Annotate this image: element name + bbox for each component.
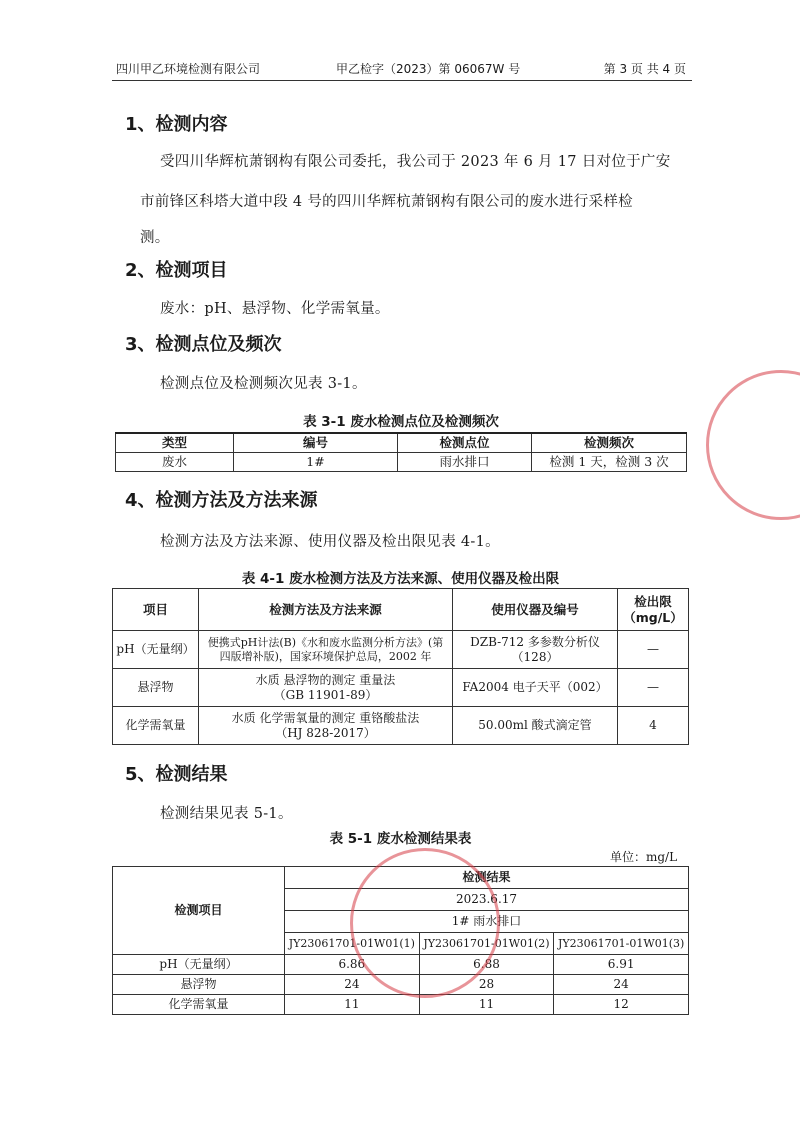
instrument-line-2: （128） bbox=[511, 649, 559, 664]
th-item: 项目 bbox=[113, 589, 199, 631]
cell-value: 6.91 bbox=[554, 955, 689, 975]
section-2-line: 废水：pH、悬浮物、化学需氧量。 bbox=[160, 301, 390, 317]
th-limit-unit: （mg/L） bbox=[623, 609, 683, 625]
seal-stamp-table bbox=[350, 848, 500, 998]
method-line-1: 便携式pH计法(B)《水和废水监测分析方法》(第 bbox=[207, 635, 444, 649]
cell-frequency: 检测 1 天，检测 3 次 bbox=[532, 452, 687, 471]
cell-method bbox=[199, 631, 453, 669]
cell-value: 24 bbox=[554, 975, 689, 995]
cell-item: 化学需氧量 bbox=[113, 995, 285, 1015]
cell-method bbox=[199, 707, 453, 745]
cell-sample-3: JY23061701-01W01(3) bbox=[554, 933, 689, 955]
cell-value: 12 bbox=[554, 995, 689, 1015]
cell-point: 雨水排口 bbox=[398, 452, 532, 471]
instrument-line-1: DZB-712 多参数分析仪 bbox=[470, 634, 600, 649]
section-4-line: 检测方法及方法来源、使用仪器及检出限见表 4-1。 bbox=[160, 534, 500, 550]
cell-value: 24 bbox=[285, 975, 420, 995]
table-5-1-caption: 表 5-1 废水检测结果表 bbox=[329, 831, 472, 847]
th-type: 类型 bbox=[116, 433, 234, 452]
th-number: 编号 bbox=[234, 433, 398, 452]
cell-type: 废水 bbox=[116, 452, 234, 471]
section-3-line: 检测点位及检测频次见表 3-1。 bbox=[160, 376, 367, 392]
table-row bbox=[113, 995, 689, 1015]
section-1-line-1: 受四川华辉杭萧钢构有限公司委托，我公司于 2023 年 6 月 17 日对位于广安 bbox=[160, 154, 671, 170]
table-row bbox=[113, 631, 689, 669]
section-1-title: 1、检测内容 bbox=[125, 114, 228, 135]
unit-label: 单位：mg/L bbox=[610, 850, 678, 864]
method-line-1: 水质 化学需氧量的测定 重铬酸盐法 bbox=[231, 710, 420, 725]
table-3-1 bbox=[115, 432, 687, 472]
cell-value: 28 bbox=[419, 975, 554, 995]
th-limit-label: 检出限 bbox=[634, 593, 672, 609]
cell-value: 6.88 bbox=[419, 955, 554, 975]
cell-limit: — bbox=[618, 631, 689, 669]
section-3-title: 3、检测点位及频次 bbox=[125, 334, 282, 355]
page-header bbox=[116, 60, 686, 80]
th-item: 检测项目 bbox=[113, 867, 285, 955]
th-result: 检测结果 bbox=[285, 867, 689, 889]
th-point: 检测点位 bbox=[398, 433, 532, 452]
th-limit bbox=[618, 589, 689, 631]
method-line-2: 四版增补版)，国家环境保护总局，2002 年 bbox=[219, 649, 432, 663]
table-header-row bbox=[113, 589, 689, 631]
cell-instrument: FA2004 电子天平（002） bbox=[453, 669, 618, 707]
section-5-line: 检测结果见表 5-1。 bbox=[160, 806, 293, 822]
section-5-title: 5、检测结果 bbox=[125, 764, 228, 785]
table-4-1 bbox=[112, 588, 689, 745]
table-3-1-caption: 表 3-1 废水检测点位及检测频次 bbox=[303, 414, 499, 430]
cell-date: 2023.6.17 bbox=[285, 889, 689, 911]
header-company: 四川甲乙环境检测有限公司 bbox=[116, 62, 261, 76]
cell-method bbox=[199, 669, 453, 707]
seal-stamp-right bbox=[706, 370, 800, 520]
table-row bbox=[113, 707, 689, 745]
cell-instrument: 50.00ml 酸式滴定管 bbox=[453, 707, 618, 745]
header-divider bbox=[112, 80, 692, 81]
cell-item: pH（无量纲） bbox=[113, 955, 285, 975]
cell-value: 6.86 bbox=[285, 955, 420, 975]
method-line-2: （GB 11901-89） bbox=[273, 687, 378, 702]
th-method: 检测方法及方法来源 bbox=[199, 589, 453, 631]
cell-limit: 4 bbox=[618, 707, 689, 745]
method-line-2: （HJ 828-2017） bbox=[275, 725, 376, 740]
cell-sample-2: JY23061701-01W01(2) bbox=[419, 933, 554, 955]
cell-item: 化学需氧量 bbox=[113, 707, 199, 745]
th-frequency: 检测频次 bbox=[532, 433, 687, 452]
cell-item: 悬浮物 bbox=[113, 669, 199, 707]
method-line-1: 水质 悬浮物的测定 重量法 bbox=[255, 672, 396, 687]
header-page-number: 第 3 页 共 4 页 bbox=[603, 62, 686, 76]
cell-instrument bbox=[453, 631, 618, 669]
cell-value: 11 bbox=[419, 995, 554, 1015]
cell-number: 1# bbox=[234, 452, 398, 471]
section-1-line-2: 市前锋区科塔大道中段 4 号的四川华辉杭萧钢构有限公司的废水进行采样检 bbox=[140, 194, 633, 210]
th-instrument: 使用仪器及编号 bbox=[453, 589, 618, 631]
header-report-no: 甲乙检字（2023）第 06067W 号 bbox=[336, 62, 521, 76]
table-header-row bbox=[116, 433, 687, 452]
cell-item: 悬浮物 bbox=[113, 975, 285, 995]
cell-limit: — bbox=[618, 669, 689, 707]
table-row bbox=[116, 452, 687, 471]
cell-point: 1# 雨水排口 bbox=[285, 911, 689, 933]
cell-value: 11 bbox=[285, 995, 420, 1015]
table-row bbox=[113, 669, 689, 707]
cell-sample-1: JY23061701-01W01(1) bbox=[285, 933, 420, 955]
section-4-title: 4、检测方法及方法来源 bbox=[125, 490, 318, 511]
table-4-1-caption: 表 4-1 废水检测方法及方法来源、使用仪器及检出限 bbox=[241, 571, 560, 587]
section-1-line-3: 测。 bbox=[140, 230, 170, 246]
cell-item: pH（无量纲） bbox=[113, 631, 199, 669]
section-2-title: 2、检测项目 bbox=[125, 260, 228, 281]
